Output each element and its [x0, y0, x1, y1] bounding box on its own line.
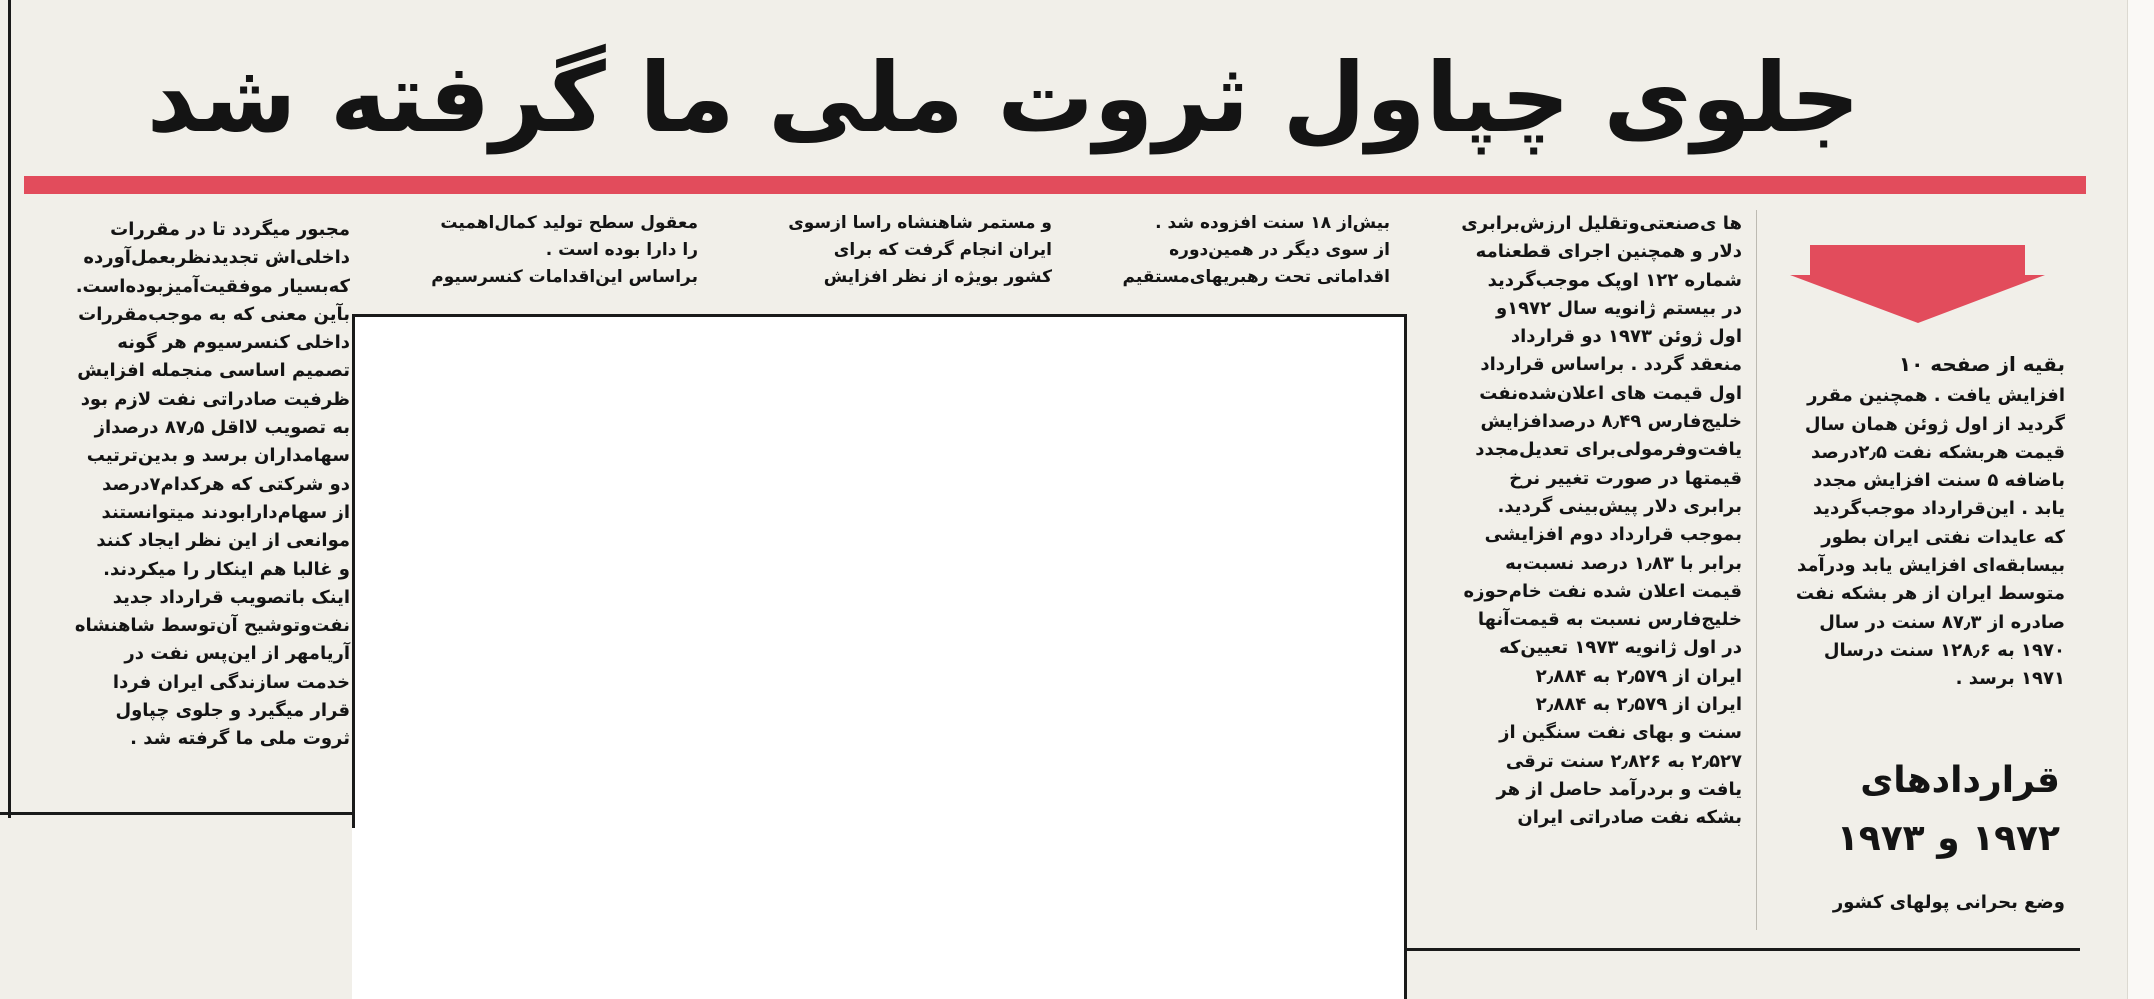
text-line: داخلی‌اش تجدیدنظربعمل‌آورده — [83, 247, 350, 269]
text-line: اقداماتی تحت رهبریهای‌مستقیم — [1122, 267, 1390, 287]
blank-cutout-area — [352, 314, 1406, 999]
section-bottom-line: وضع بحرانی پولهای کشور — [1832, 892, 2065, 913]
text-line: و غالبا هم اینکار را میکردند. — [103, 558, 350, 580]
column-separator — [1756, 210, 1757, 930]
text-line: آریامهر از این‌پس نفت در — [124, 643, 350, 665]
text-line: سنت و بهای نفت سنگین از — [1499, 722, 1742, 744]
text-line: که عایدات نفتی ایران بطور — [1821, 526, 2065, 548]
text-line: دلار و همچنین اجرای قطعنامه — [1475, 241, 1742, 263]
text-line: قیمتها در صورت تغییر نرخ — [1509, 467, 1742, 489]
text-line: تصمیم اساسی منجمله افزایش — [77, 360, 350, 382]
text-line: به تصویب لااقل ۸۷٫۵ درصداز — [94, 417, 350, 439]
section-subheading: قراردادهای ۱۹۷۲ و ۱۹۷۳ — [1836, 760, 2060, 859]
text-line: باضافه ۵ سنت افزایش مجدد — [1813, 470, 2065, 492]
text-line: سهامداران برسد و بدین‌ترتیب — [86, 445, 350, 467]
text-line: موانعی از این نظر ایجاد کنند — [96, 530, 350, 552]
right-column-bottom-rule — [1404, 948, 2080, 951]
text-line: شماره ۱۲۲ اوپک موجب‌گردید — [1487, 269, 1742, 291]
text-line: ایران از ۲٫۵۷۹ به ۲٫۸۸۴ — [1535, 694, 1742, 716]
box-rule-top — [352, 314, 1406, 317]
text-line: از سهام‌دارابودند میتوانستند — [101, 501, 350, 523]
right-column — [1773, 350, 2065, 694]
text-line: صادره از ۸۷٫۳ سنت در سال — [1819, 611, 2065, 633]
text-line: نفت‌وتوشیح آن‌توسط شاهنشاه — [74, 615, 350, 637]
text-line: بیش‌از ۱۸ سنت افزوده شد . — [1155, 213, 1390, 233]
text-line: ۱۹۷۰ به ۱۲۸٫۶ سنت درسال — [1823, 639, 2065, 661]
left-border-rule — [8, 0, 11, 818]
text-line: منعقد گردد . براساس قرارداد — [1480, 354, 1742, 376]
text-line: متوسط ایران از هر بشکه نفت — [1795, 583, 2065, 605]
middle-column — [1420, 210, 1742, 833]
text-line: گردید از اول ژوئن همان سال — [1804, 413, 2065, 435]
text-line: در اول ژانویه ۱۹۷۳ تعیین‌که — [1498, 637, 1742, 659]
text-line: بیسابقه‌ای افزایش یابد ودرآمد — [1797, 555, 2065, 577]
text-line: مجبور میگردد تا در مقررات — [110, 219, 350, 240]
text-line: یافت و بردرآمد حاصل از هر — [1496, 778, 1742, 800]
text-line: براساس این‌اقدامات کنسرسیوم — [431, 267, 698, 287]
red-divider-rule — [24, 176, 2086, 194]
text-line: برابر با ۱٫۸۳ درصد نسبت‌به — [1505, 552, 1742, 574]
box-rule-left — [352, 314, 355, 828]
text-line: بشکه نفت صادراتی ایران — [1517, 807, 1742, 829]
paper-edge — [2127, 0, 2154, 999]
left-column — [14, 216, 350, 754]
text-line: یافت‌وفرمولی‌برای تعدیل‌مجدد — [1475, 439, 1742, 461]
top-strip-column-1 — [1085, 210, 1390, 291]
text-line: قیمت اعلان شده نفت خام‌حوزه — [1463, 580, 1742, 602]
text-line: خلیج‌فارس نسبت به قیمت‌آنها — [1477, 609, 1742, 631]
text-line: و مستمر شاهنشاه راسا ازسوی — [788, 213, 1052, 233]
text-line: افزایش یافت . همچنین مقرر — [1807, 385, 2065, 407]
text-line: ۱۹۷۱ برسد . — [1955, 668, 2065, 690]
text-line: اول قیمت های اعلان‌شده‌نفت — [1479, 382, 1742, 404]
text-line: ۲٫۵۲۷ به ۲٫۸۲۶ سنت ترقی — [1505, 750, 1742, 772]
text-line: یابد . این‌قرارداد موجب‌گردید — [1812, 498, 2065, 520]
continuation-arrow-icon — [1790, 245, 2045, 323]
text-line: خدمت سازندگی ایران فردا — [112, 671, 350, 693]
top-strip-column-3 — [393, 210, 698, 291]
text-line: ایران از ۲٫۵۷۹ به ۲٫۸۸۴ — [1535, 665, 1742, 687]
headline: جلوی چپاول ثروت ملی ما گرفته شد — [146, 42, 1860, 154]
left-column-bottom-rule — [0, 812, 355, 815]
text-line: اول ژوئن ۱۹۷۳ دو قرارداد — [1510, 326, 1742, 348]
text-line: داخلی کنسرسیوم هر گونه — [117, 332, 350, 354]
text-line: از سوی دیگر در همین‌دوره — [1169, 240, 1390, 260]
top-strip-column-2 — [742, 210, 1052, 291]
text-line: اینک باتصویب قرارداد جدید — [112, 586, 350, 608]
text-line: بآین معنی که به موجب‌مقررات — [78, 303, 350, 325]
text-line: کشور بویژه از نظر افزایش — [823, 267, 1052, 287]
text-line: دو شرکتی که هرکدام۷درصد — [102, 473, 350, 495]
box-rule-right — [1404, 314, 1407, 999]
text-line: در بیستم ژانویه سال ۱۹۷۲و — [1495, 297, 1742, 319]
text-line: ایران انجام گرفت که برای — [833, 240, 1052, 260]
text-line: قرار میگیرد و جلوی چپاول — [115, 700, 350, 722]
text-line: خلیج‌فارس ۸٫۴۹ درصدافزایش — [1480, 411, 1742, 433]
text-line: که‌بسیار موفقیت‌آمیزبوده‌است. — [75, 275, 350, 297]
text-line: معقول سطح تولید کمال‌اهمیت — [440, 213, 698, 233]
text-line: را دارا بوده است . — [545, 240, 698, 260]
continuation-note: بقیه از صفحه ۱۰ — [1898, 352, 2065, 376]
text-line: برابری دلار پیش‌بینی گردید. — [1497, 495, 1742, 517]
text-line: ها ی‌صنعتی‌وتقلیل ارزش‌برابری — [1461, 213, 1742, 234]
text-line: بموجب قرارداد دوم افزایشی — [1484, 524, 1742, 546]
text-line: قیمت هربشکه نفت ۲٫۵درصد — [1810, 441, 2065, 463]
text-line: ظرفیت صادراتی نفت لازم بود — [80, 388, 350, 410]
text-line: ثروت ملی ما گرفته شد . — [130, 728, 350, 750]
